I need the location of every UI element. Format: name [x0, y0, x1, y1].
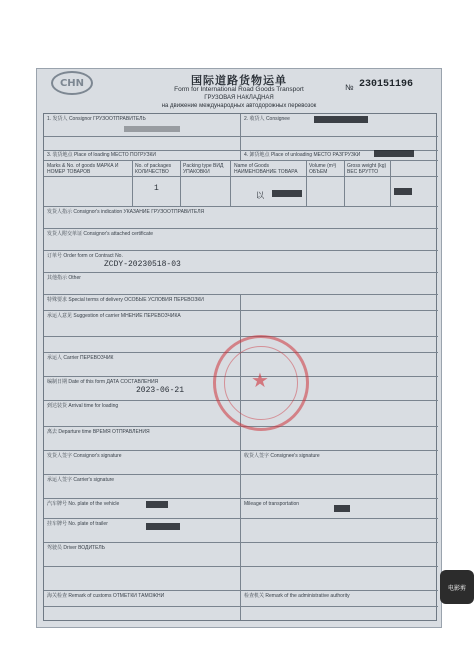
form-date: 2023-06-21: [136, 386, 185, 395]
vehicle-plate-label: 汽车牌号 No. plate of the vehicle: [47, 501, 120, 507]
weight-header: Gross weight (kg) ВЕС БРУТТО: [347, 163, 387, 175]
marks-header: Marks & No. of goods МАРКА И НОМЕР ТОВАРОВ: [47, 163, 119, 175]
trailer-label: 挂车牌号 No. plate of trailer: [47, 521, 108, 527]
packing-header: Packing type ВИД УПАКОВКИ: [183, 163, 224, 175]
consignor-signature-label: 发货人签字 Consignor's signature: [47, 453, 122, 459]
date-of-form-label: 编制日期 Date of this form ДАТА СОСТАВЛЕНИЯ: [47, 379, 159, 385]
goods-type-note: 以: [256, 192, 264, 201]
special-delivery-label: 特殊要求 Special terms of delivery ОСОБЫЕ УСЛОВИЯ ПЕРЕВОЗКИ: [47, 297, 204, 303]
carrier-suggestion-label: 承运人意见 Suggestion of carrier МНЕНИЕ ПЕРЕВОЗЧИКА: [47, 313, 181, 319]
logo-text: CHN: [59, 77, 85, 89]
attached-docs-label: 发货人附交单证 Consignor's attached certificate: [47, 231, 153, 237]
redacted-unloading: [374, 150, 414, 157]
carrier-label: 承运人 Carrier ПЕРЕВОЗЧИК: [47, 355, 114, 361]
document-title-zh: 国际道路货物运单: [191, 74, 287, 87]
order-form-label: 订单号 Order form or Contract No.: [47, 253, 123, 259]
document-title-ru: ГРУЗОВАЯ НАКЛАДНАЯ: [204, 95, 274, 101]
volume-header: Volume (m³) ОБЪЕМ: [309, 163, 337, 175]
redacted-mileage: [334, 505, 350, 512]
other-label: 其他指示 Other: [47, 275, 81, 281]
place-of-unloading-label: 4. 卸货地点 Place of unloading МЕСТО РАЗГРУЗКИ: [244, 152, 361, 158]
consignee-label: 2. 收货人 Consignee: [244, 116, 290, 122]
watermark-text: 电影剪: [447, 584, 466, 592]
order-number: ZCDY-20230518-03: [104, 260, 181, 269]
document-title-en: Form for International Road Goods Transport: [174, 86, 304, 93]
consignor-label: 1. 发货人 Consignor ГРУЗООТПРАВИТЕЛЬ: [47, 116, 146, 122]
document-subtitle-ru: на движение международных автодорожных перевозок: [161, 103, 317, 109]
mileage-label: Mileage of transportation: [244, 501, 300, 507]
company-seal-stamp: [213, 335, 309, 431]
packages-value: 1: [154, 184, 159, 193]
carrier-signature-label: 承运人签字 Carrier's signature: [47, 477, 115, 483]
consignee-signature-label: 收货人签字 Consignee's signature: [244, 453, 320, 459]
document-number-label: №: [345, 83, 354, 92]
packages-header: No. of packages КОЛИЧЕСТВО: [135, 163, 172, 175]
seal-star-icon: ★: [251, 368, 269, 392]
redacted-consignee: [314, 116, 368, 123]
customs-label: 海关检查 Remark of customs ОТМЕТКИ ТАМОЖНИ: [47, 593, 165, 599]
driver-label: 驾驶员 Driver ВОДИТЕЛЬ: [47, 545, 105, 551]
place-of-loading-label: 3. 装货地点 Place of loading МЕСТО ПОГРУЗКИ: [47, 152, 156, 158]
redacted-goods: [272, 190, 302, 197]
watermark-logo: [440, 570, 474, 604]
departure-label: 离去 Departure time ВРЕМЯ ОТПРАВЛЕНИЯ: [47, 429, 150, 435]
consignor-indication-label: 发货人指示 Consignor's indication УКАЗАНИЕ ГРУЗООТПРАВИТЕЛЯ: [47, 209, 205, 215]
redacted-trailer: [146, 523, 180, 530]
arrival-label: 到达装货 Arrival time for loading: [47, 403, 119, 409]
document-number: 230151196: [359, 79, 414, 90]
consignor-name: [124, 126, 180, 132]
redacted-weight: [394, 188, 412, 195]
authority-label: 检查机关 Remark of the administrative authority: [244, 593, 350, 599]
transport-waybill-document: [36, 68, 442, 628]
redacted-plate: [146, 501, 168, 508]
goods-header: Name of Goods НАИМЕНОВАНИЕ ТОВАРА: [234, 163, 298, 175]
